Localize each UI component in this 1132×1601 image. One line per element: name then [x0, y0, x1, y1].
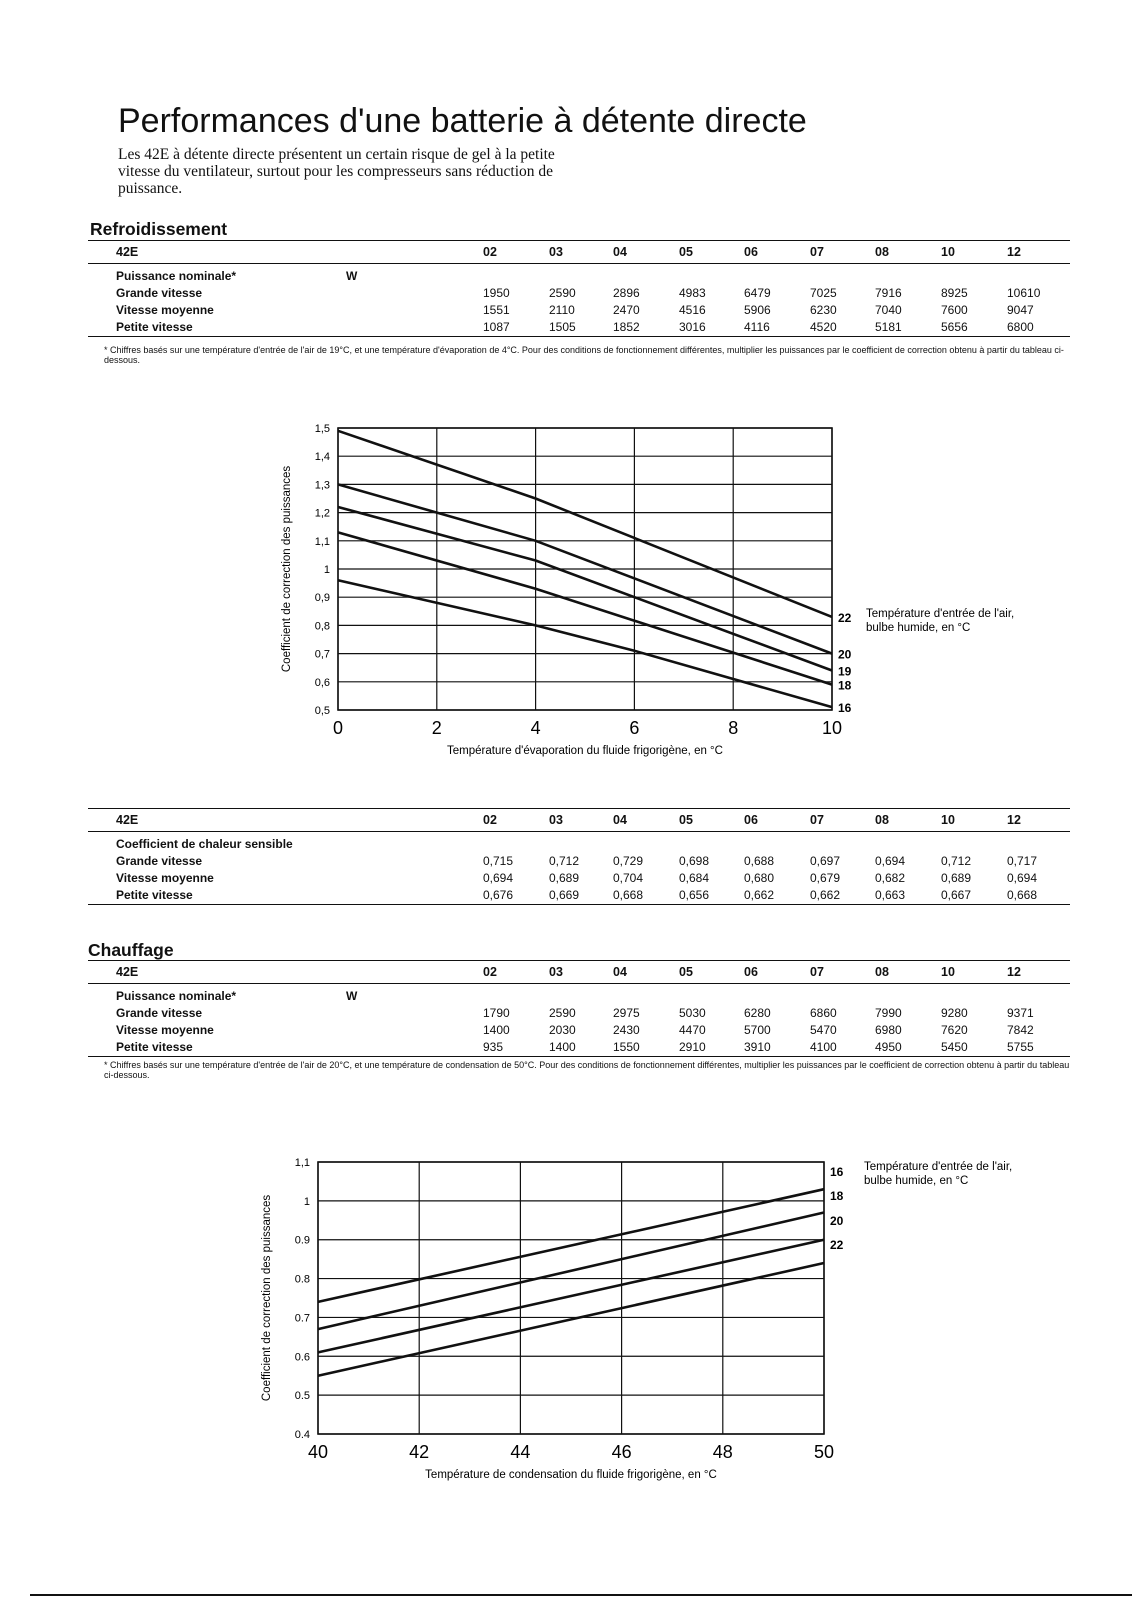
table-cell: 8925 — [941, 286, 968, 300]
table-row-label: Grande vitesse — [116, 854, 203, 868]
series-line-20 — [318, 1240, 824, 1353]
legend-title-line-1: Température d'entrée de l'air, — [864, 1161, 1013, 1173]
table-cell: 1087 — [483, 320, 510, 334]
table-cell: 935 — [483, 1040, 504, 1054]
heating-footnote: * Chiffres basés sur une température d'entrée de l'air de 20°C, et une température de condensation de 50°C. Pour des conditions de fonctionnement différentes, multiplier les puissances par le coefficient de correction obtenu à partir du tableau ci-dessous. — [104, 1060, 1070, 1080]
table-row — [88, 1039, 1070, 1057]
table-cell: 0,694 — [875, 854, 906, 868]
y-tick-label: 1,4 — [314, 451, 330, 464]
table-cell: 1505 — [549, 320, 576, 334]
table-cell: 0,688 — [744, 854, 775, 868]
table-cell: 2910 — [679, 1040, 706, 1054]
series-label: 19 — [838, 664, 852, 679]
x-tick-label: 46 — [611, 1442, 632, 1462]
table-cell: 1400 — [483, 1023, 510, 1037]
table-cell: 0,712 — [941, 854, 972, 868]
table-cell: 4470 — [679, 1023, 706, 1037]
table-cell: 0,704 — [613, 871, 644, 885]
y-tick-label: 0.7 — [294, 1312, 310, 1325]
table-cell: 2590 — [549, 1006, 576, 1020]
table-cell: 7990 — [875, 1006, 902, 1020]
table-cell: 6280 — [744, 1006, 771, 1020]
table-header-size: 10 — [941, 241, 1007, 264]
table-cell: 0,715 — [483, 854, 514, 868]
y-tick-label: 0,8 — [314, 620, 330, 633]
y-tick-label: 1,1 — [294, 1157, 310, 1169]
table-cell: 1400 — [549, 1040, 576, 1054]
x-tick-label: 8 — [728, 718, 739, 738]
table-cell: 0,698 — [679, 854, 710, 868]
table-row — [88, 870, 1070, 887]
series-line-19 — [338, 507, 832, 671]
y-tick-label: 1,1 — [314, 535, 330, 548]
table-header-size: 06 — [744, 961, 810, 984]
table-cell: 5181 — [875, 320, 902, 334]
table-row-label: Vitesse moyenne — [116, 303, 214, 317]
heating-section-title: Chauffage — [88, 940, 174, 960]
series-line-18 — [318, 1213, 824, 1330]
table-header-size: 04 — [613, 241, 679, 264]
table-row — [88, 1005, 1070, 1022]
series-label: 22 — [838, 610, 852, 625]
series-label: 22 — [830, 1238, 844, 1252]
x-tick-label: 40 — [307, 1442, 329, 1462]
table-header-size: 03 — [549, 961, 613, 984]
table-row-title-label: Coefficient de chaleur sensible — [116, 837, 293, 851]
y-tick-label: 0.6 — [294, 1351, 310, 1364]
plot-frame — [318, 1162, 824, 1434]
y-tick-label: 0.4 — [294, 1429, 310, 1441]
intro-paragraph: Les 42E à détente directe présentent un certain risque de gel à la petite vitesse du ventilateur, surtout pour les compresseurs sans réduction de puissance. — [118, 146, 555, 197]
table-header-size: 07 — [810, 809, 875, 832]
table-cell: 0,682 — [875, 871, 906, 885]
table-cell: 6860 — [810, 1006, 837, 1020]
table-cell: 1790 — [483, 1006, 510, 1020]
table-cell: 0,717 — [1007, 854, 1038, 868]
table-cell: 6800 — [1007, 320, 1034, 334]
table-cell: 4116 — [744, 320, 770, 334]
table-row — [88, 285, 1070, 302]
legend-title — [864, 1161, 1012, 1187]
y-tick-label: 0,6 — [314, 676, 330, 689]
x-tick-label: 10 — [821, 718, 843, 738]
table-cell: 5470 — [810, 1023, 837, 1037]
table-cell: 5450 — [941, 1040, 968, 1054]
table-cell: 2590 — [549, 286, 576, 300]
table-row-label: Vitesse moyenne — [116, 1023, 214, 1037]
table-header-size: 03 — [549, 809, 613, 832]
y-tick-label: 1 — [303, 1195, 310, 1208]
x-tick-label: 48 — [712, 1442, 733, 1462]
table-cell: 5906 — [744, 303, 771, 317]
table-row — [88, 1022, 1070, 1039]
cooling-section-title: Refroidissement — [90, 219, 228, 239]
table-cell: 0,689 — [549, 871, 580, 885]
table-header-model: 42E — [88, 809, 483, 832]
x-tick-label: 2 — [431, 718, 442, 738]
heating-correction-chart — [250, 1150, 1050, 1490]
table-cell: 0,663 — [875, 888, 906, 902]
cooling-table — [88, 240, 1070, 337]
table-cell: 2896 — [613, 286, 640, 300]
table-cell: 0,697 — [810, 854, 841, 868]
page-title: Performances d'une batterie à détente directe — [118, 102, 807, 140]
x-tick-label: 0 — [332, 718, 344, 738]
table-cell: 2470 — [613, 303, 640, 317]
table-cell: 0,680 — [744, 871, 775, 885]
series-label: 18 — [830, 1189, 844, 1203]
series-line-22 — [338, 431, 832, 617]
table-header-size: 02 — [483, 809, 549, 832]
table-cell: 0,679 — [810, 871, 841, 885]
table-unit: W — [346, 269, 358, 283]
table-cell: 2030 — [549, 1023, 576, 1037]
table-header-size: 05 — [679, 961, 744, 984]
table-header-size: 10 — [941, 961, 1007, 984]
table-cell: 0,669 — [549, 888, 580, 902]
y-tick-label: 0.5 — [294, 1390, 310, 1403]
table-cell: 1852 — [613, 320, 640, 334]
table-cell: 5755 — [1007, 1040, 1034, 1054]
table-cell: 7025 — [810, 286, 837, 300]
table-cell: 3016 — [679, 320, 706, 334]
series-line-16 — [318, 1189, 824, 1302]
table-row-label: Grande vitesse — [116, 286, 203, 300]
table-header-size: 06 — [744, 809, 810, 832]
cooling-correction-chart — [270, 415, 1070, 760]
table-cell: 7842 — [1007, 1023, 1034, 1037]
table-row-title — [88, 984, 483, 1006]
table-header-size: 07 — [810, 241, 875, 264]
table-row-label: Vitesse moyenne — [116, 871, 214, 885]
table-header-size: 08 — [875, 961, 941, 984]
table-cell: 0,694 — [483, 871, 514, 885]
table-row-label: Petite vitesse — [116, 320, 193, 334]
heating-table — [88, 960, 1070, 1057]
table-cell: 4516 — [679, 303, 706, 317]
y-tick-label: 0.9 — [294, 1234, 310, 1247]
table-cell: 0,684 — [679, 871, 710, 885]
table-header-size: 08 — [875, 809, 941, 832]
table-header-size: 07 — [810, 961, 875, 984]
sensible-table-container — [88, 808, 1070, 905]
table-cell: 0,712 — [549, 854, 580, 868]
heating-table-container — [88, 960, 1070, 1057]
table-cell: 10610 — [1007, 286, 1041, 300]
table-cell: 4520 — [810, 320, 837, 334]
table-unit: W — [346, 989, 358, 1003]
table-header-model: 42E — [88, 961, 483, 984]
table-cell: 2110 — [549, 303, 575, 317]
table-cell: 9371 — [1007, 1006, 1034, 1020]
table-row-title-label: Puissance nominale* — [116, 989, 237, 1003]
y-tick-label: 1,3 — [314, 479, 330, 492]
table-cell: 6479 — [744, 286, 771, 300]
y-tick-label: 0,7 — [314, 648, 330, 661]
x-axis-label: Température de condensation du fluide frigorigène, en °C — [425, 1469, 717, 1481]
table-cell: 2975 — [613, 1006, 640, 1020]
table-header-size: 12 — [1007, 241, 1070, 264]
table-cell: 1551 — [483, 303, 510, 317]
table-cell: 0,676 — [483, 888, 514, 902]
table-header-size: 02 — [483, 241, 549, 264]
table-cell: 0,667 — [941, 888, 972, 902]
x-tick-label: 42 — [409, 1442, 430, 1462]
series-line-18 — [338, 532, 832, 684]
series-label: 18 — [838, 678, 852, 693]
table-cell: 0,662 — [810, 888, 841, 902]
table-row-label: Grande vitesse — [116, 1006, 203, 1020]
x-tick-label: 50 — [813, 1442, 835, 1462]
x-axis-label: Température d'évaporation du fluide frigorigène, en °C — [447, 745, 723, 757]
table-row-title — [88, 264, 483, 286]
sensible-table — [88, 808, 1070, 905]
y-tick-label: 0,5 — [314, 705, 330, 717]
table-header-size: 02 — [483, 961, 549, 984]
table-cell: 7620 — [941, 1023, 968, 1037]
legend-title-line-2: bulbe humide, en °C — [864, 1175, 969, 1187]
legend-title — [866, 608, 1014, 634]
table-header-size: 12 — [1007, 809, 1070, 832]
cooling-table-container — [88, 240, 1070, 337]
table-header-size: 10 — [941, 809, 1007, 832]
table-cell: 7916 — [875, 286, 902, 300]
y-tick-label: 1,5 — [314, 423, 330, 435]
x-tick-label: 44 — [510, 1442, 531, 1462]
table-cell: 0,668 — [613, 888, 644, 902]
table-cell: 7600 — [941, 303, 968, 317]
table-cell: 4983 — [679, 286, 706, 300]
legend-title-line-2: bulbe humide, en °C — [866, 622, 971, 634]
table-cell: 0,662 — [744, 888, 775, 902]
table-cell: 5656 — [941, 320, 968, 334]
series-label: 20 — [838, 647, 852, 662]
table-header-size: 12 — [1007, 961, 1070, 984]
table-row-title-label: Puissance nominale* — [116, 269, 237, 283]
table-cell: 6980 — [875, 1023, 902, 1037]
table-cell: 9047 — [1007, 303, 1034, 317]
y-tick-label: 1,2 — [314, 507, 330, 520]
table-cell: 5700 — [744, 1023, 771, 1037]
table-cell: 0,729 — [613, 854, 644, 868]
table-header-size: 06 — [744, 241, 810, 264]
table-cell: 4950 — [875, 1040, 902, 1054]
table-row-title — [88, 832, 483, 854]
table-header-size: 03 — [549, 241, 613, 264]
table-header-size: 04 — [613, 809, 679, 832]
table-cell: 5030 — [679, 1006, 706, 1020]
table-cell: 1550 — [613, 1040, 640, 1054]
table-cell: 0,689 — [941, 871, 972, 885]
table-cell: 2430 — [613, 1023, 640, 1037]
table-header-size: 08 — [875, 241, 941, 264]
series-label: 20 — [830, 1214, 844, 1228]
table-cell: 4100 — [810, 1040, 837, 1054]
y-tick-label: 1 — [323, 564, 330, 576]
y-tick-label: 0.8 — [294, 1273, 310, 1286]
table-row-label: Petite vitesse — [116, 888, 193, 902]
table-cell: 0,694 — [1007, 871, 1038, 885]
table-header-size: 04 — [613, 961, 679, 984]
table-header-size: 05 — [679, 809, 744, 832]
table-row — [88, 853, 1070, 870]
y-axis-label: Coefficient de correction des puissances — [281, 465, 293, 673]
series-label: 16 — [838, 701, 852, 716]
table-row — [88, 887, 1070, 905]
series-line-22 — [318, 1263, 824, 1376]
cooling-footnote: * Chiffres basés sur une température d'entrée de l'air de 19°C, et une température d'évaporation de 4°C. Pour des conditions de fonctionnement différentes, multiplier les puissances par le coefficient de correction obtenu à partir du tableau ci-dessous. — [104, 345, 1064, 365]
table-cell: 9280 — [941, 1006, 968, 1020]
bottom-rule — [30, 1594, 1132, 1596]
table-header-size: 05 — [679, 241, 744, 264]
series-label: 16 — [830, 1165, 844, 1179]
table-cell: 1950 — [483, 286, 510, 300]
x-tick-label: 4 — [530, 718, 541, 738]
y-axis-label: Coefficient de correction des puissances — [261, 1194, 273, 1402]
table-row-label: Petite vitesse — [116, 1040, 193, 1054]
table-row — [88, 302, 1070, 319]
table-cell: 7040 — [875, 303, 902, 317]
table-cell: 3910 — [744, 1040, 771, 1054]
table-cell: 6230 — [810, 303, 837, 317]
table-cell: 0,656 — [679, 888, 710, 902]
legend-title-line-1: Température d'entrée de l'air, — [866, 608, 1015, 620]
y-tick-label: 0,9 — [314, 592, 330, 605]
table-header-model: 42E — [88, 241, 483, 264]
x-tick-label: 6 — [629, 718, 640, 738]
table-cell: 0,668 — [1007, 888, 1038, 902]
table-row — [88, 319, 1070, 337]
